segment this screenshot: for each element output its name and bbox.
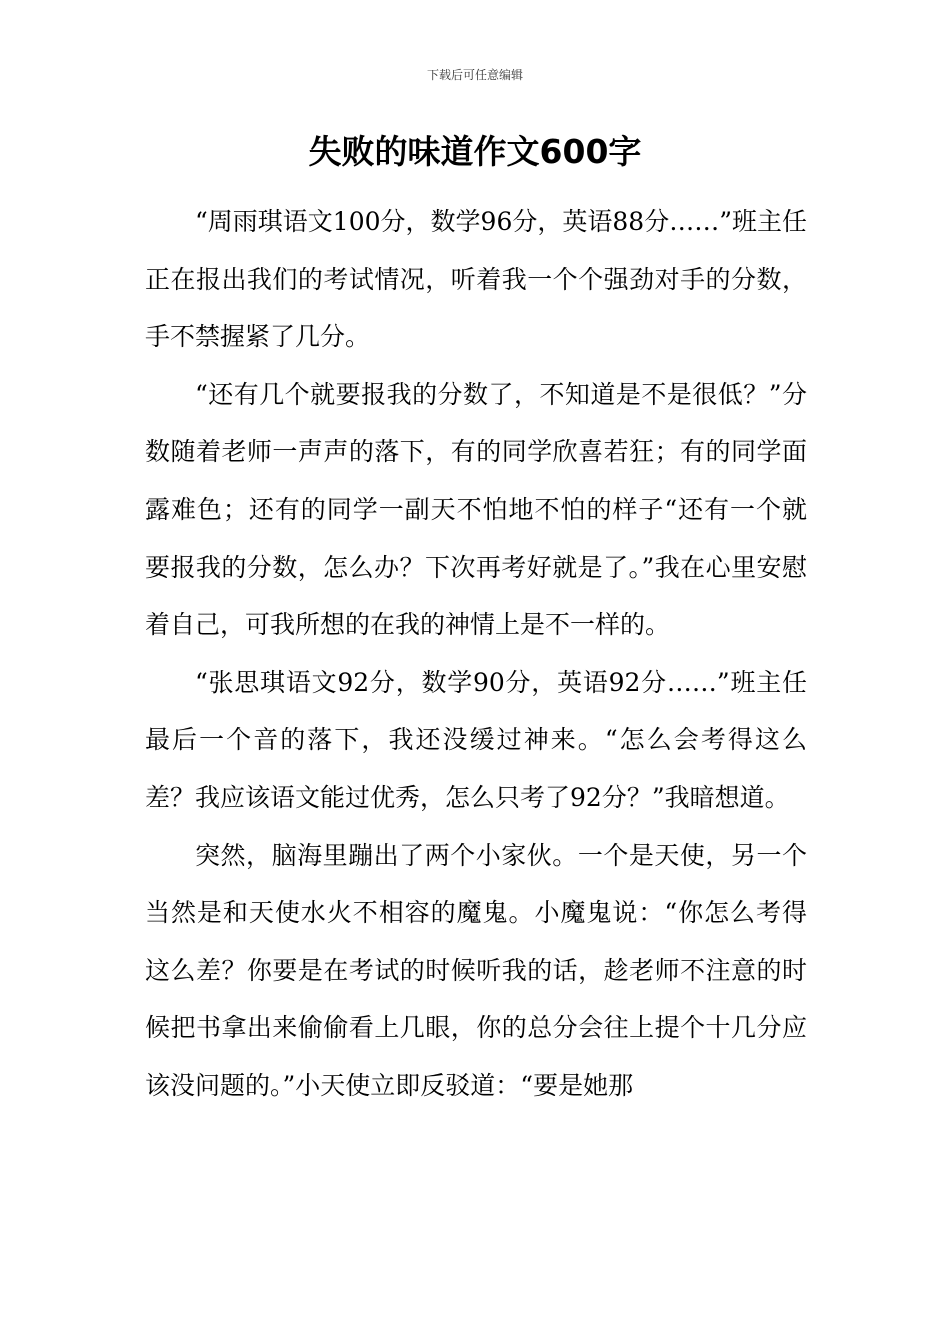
paragraph: “张思琪语文92分，数学90分，英语92分……”班主任最后一个音的落下，我还没缓过神来。“怎么会考得这么差？我应该语文能过优秀，怎么只考了92分？”我暗想道。 bbox=[145, 667, 807, 812]
paragraph: “还有几个就要报我的分数了，不知道是不是很低？”分数随着老师一声声的落下，有的同学欣喜若狂；有的同学面露难色；还有的同学一副天不怕地不怕的样子“还有一个就要报我的分数，怎么办？下次再考好就是了。”我在心里安慰着自己，可我所想的在我的神情上是不一样的。 bbox=[145, 379, 807, 640]
paragraph: “周雨琪语文100分，数学96分，英语88分……”班主任正在报出我们的考试情况，听着我一个个强劲对手的分数，手不禁握紧了几分。 bbox=[145, 207, 807, 352]
paragraph: 突然，脑海里蹦出了两个小家伙。一个是天使，另一个当然是和天使水火不相容的魔鬼。小魔鬼说：“你怎么考得这么差？你要是在考试的时候听我的话，趁老师不注意的时候把书拿出来偷偷看上几眼，你的总分会往上提个十几分应该没问题的。”小天使立即反驳道：“要是她那 bbox=[145, 840, 807, 1100]
header-note: 下载后可任意编辑 bbox=[426, 68, 523, 82]
document-body bbox=[145, 193, 807, 1115]
document-title: 失败的味道作文600字 bbox=[308, 132, 642, 171]
